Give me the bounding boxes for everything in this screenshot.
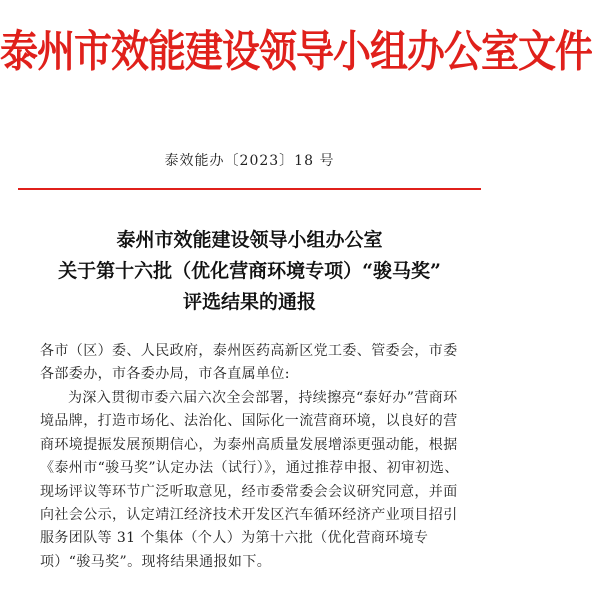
notice-title-line-1: 泰州市效能建设领导小组办公室 [116, 229, 383, 251]
header-red-rule [18, 188, 481, 190]
body-paragraph: 为深入贯彻市委六届六次全会部署，持续擦亮“泰好办”营商环境品牌，打造市场化、法治化、国际化一流营商环境，以良好的营商环境提振发展预期信心，为泰州高质量发展增添更强动能，根据《泰州市“骏马奖”认定办法（试行）》，通过推荐申报、初审初选、现场评议等环节广泛听取意见，经市委常委会会议研究同意，并面向社会公示，认定靖江经济技术开发区汽车循环经济产业项目招引服务团队等 31 个集体（个人）为第十六批（优化营商环境专项）“骏马奖”。现将结果通报如下。 [40, 390, 459, 570]
addressee-text: 各市（区）委、人民政府，泰州医药高新区党工委、管委会，市委各部委办，市各委办局，市各直属单位: [40, 343, 458, 383]
notice-title-line-3: 评选结果的通报 [182, 291, 316, 313]
document-number: 泰效能办〔2023〕18 号 [164, 153, 335, 169]
document-header-title: 泰州市效能建设领导小组办公室文件 [0, 24, 592, 77]
notice-title-line-2: 关于第十六批（优化营商环境专项）“骏马奖” [58, 260, 441, 282]
